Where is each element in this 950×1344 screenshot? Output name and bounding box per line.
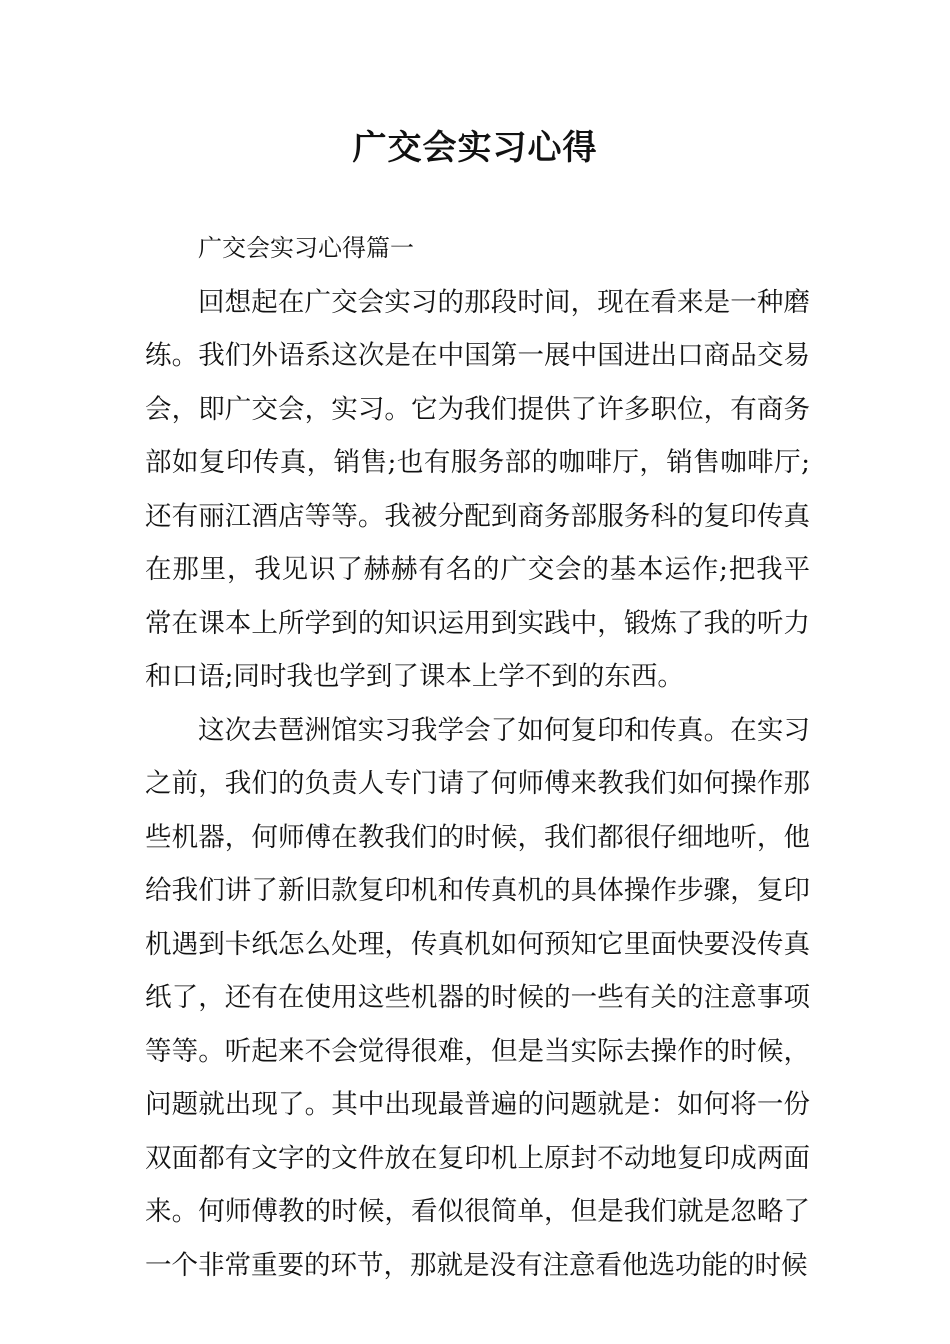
paragraph-2: 这次去琶洲馆实习我学会了如何复印和传真。在实习之前，我们的负责人专门请了何师傅来教我们如何操作那些机器，何师傅在教我们的时候，我们都很仔细地听，他给我们讲了新旧款复印机和传真机的具体操作步骤，复印机遇到卡纸怎么处理，传真机如何预知它里面快要没传真纸了，还有在使用这些机器的时候的一些有关的注意事项等等。听起来不会觉得很难，但是当实际去操作的时候，问题就出现了。其中出现最普遍的问题就是：如何将一份双面都有文字的文件放在复印机上原封不动地复印成两面来。何师傅教的时候，看似很简单，但是我们就是忽略了一个非常重要的环节，那就是没有注意看他选功能的时候: [145, 714, 810, 1281]
paragraph-1: 回想起在广交会实习的那段时间，现在看来是一种磨练。我们外语系这次是在中国第一展中国进出口商品交易会，即广交会，实习。它为我们提供了许多职位，有商务部如复印传真，销售;也有服务部的咖啡厅，销售咖啡厅;还有丽江酒店等等。我被分配到商务部服务科的复印传真在那里，我见识了赫赫有名的广交会的基本运作;把我平常在课本上所学到的知识运用到实践中，锻炼了我的听力和口语;同时我也学到了课本上学不到的东西。: [145, 286, 810, 692]
document-title: 广交会实习心得: [352, 128, 598, 168]
section-heading: 广交会实习心得篇一: [198, 234, 414, 262]
document-body: [145, 222, 810, 1292]
